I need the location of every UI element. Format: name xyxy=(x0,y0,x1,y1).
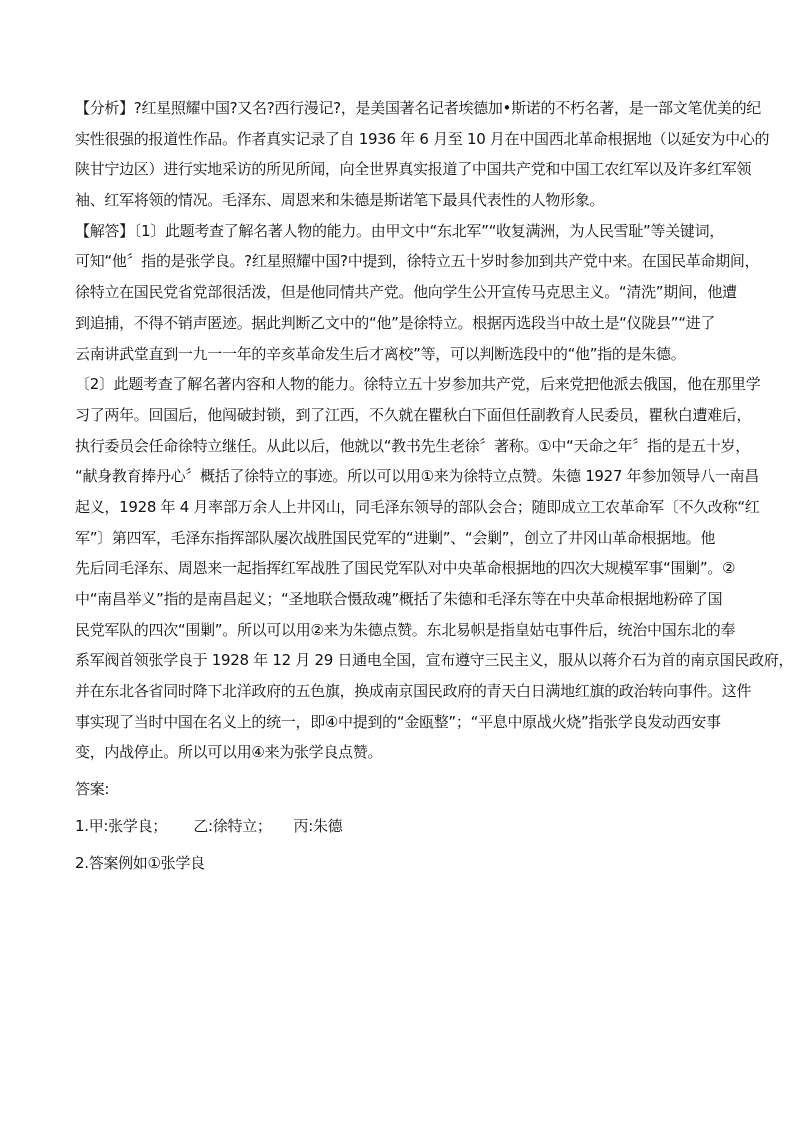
text-line: 系军阀首领张学良于 1928 年 12 月 29 日通电全国，宣布遵守三民主义，服从以蒋介石为首的南京国民政府， xyxy=(75,651,794,670)
text-line: 到追捕，不得不销声匿迹。据此判断乙文中的“他”是徐特立。根据丙选段当中故土是“仪陇县”“进了 xyxy=(75,313,716,332)
text-line: 实性很强的报道性作品。作者真实记录了自 1936 年 6 月至 10 月在中国西北革命根据地（以延安为中心的 xyxy=(75,129,770,148)
text-line: 徐特立在国民党省党部很活泼，但是他同情共产党。他向学生公开宣传马克思主义。“清洗”期间，他遭 xyxy=(75,283,737,302)
text-line: 中“南昌举义”指的是南昌起义；“圣地联合慑敌魂”概括了朱德和毛泽东等在中央革命根据地粉碎了国 xyxy=(75,590,723,608)
text-line: 并在东北各省同时降下北洋政府的五色旗，换成南京国民政府的青天白日满地红旗的政治转向事件。这件 xyxy=(75,682,752,701)
text-line: 民党军队的四次“围剿”。所以可以用②来为朱德点赞。东北易帜是指皇姑屯事件后，统治中国东北的奉 xyxy=(75,620,736,639)
text-line: 执行委员会任命徐特立继任。从此以后，他就以“教书先生老徐〞著称。①中“天命之年〞指的是五十岁， xyxy=(75,436,750,455)
answer-item-2: 2.答案例如①张学良 xyxy=(75,853,205,872)
text-line: 可知“他〞指的是张学良。?红星照耀中国?中提到，徐特立五十岁时参加到共产党中来。在国民革命期间， xyxy=(75,252,760,271)
text-line: 变，内战停止。所以可以用④来为张学良点赞。 xyxy=(75,743,383,762)
text-line: 袖、红军将领的情况。毛泽东、周恩来和朱德是斯诺笔下最具代表性的人物形象。 xyxy=(75,191,605,210)
text-line: 云南讲武堂直到一九一一年的辛亥革命发生后才离校”等，可以判断选段中的“他”指的是朱德。 xyxy=(75,344,686,363)
text-line: 【分析】?红星照耀中国?又名?西行漫记?，是美国著名记者埃德加•斯诺的不朽名著，是一部文笔优美的纪 xyxy=(75,99,761,117)
text-line: 军”〕第四军，毛泽东指挥部队屡次战胜国民党军的“进剿”、“会剿”，创立了井冈山革命根据地。他 xyxy=(75,528,716,547)
text-line: 习了两年。回国后，他闯破封锁，到了江西，不久就在瞿秋白下面但任副教育人民委员，瞿秋白遭难后， xyxy=(75,405,752,424)
text-line: 【解答】〔1〕此题考查了解名著人物的能力。由甲文中“东北军”“收复满洲，为人民雪耻”等关键词， xyxy=(75,221,725,240)
answer-item-1: 1.甲:张学良； 乙:徐特立； 丙:朱德 xyxy=(75,816,343,835)
text-line: 事实现了当时中国在名义上的统一，即④中提到的“金瓯整”；“平息中原战火烧”指张学良发动西安事 xyxy=(75,712,721,731)
answer-label: 答案: xyxy=(75,780,110,799)
text-line: “献身教育捧丹心〞概括了徐特立的事迹。所以可以用①来为徐特立点赞。朱德 1927 年参加领导八一南昌 xyxy=(75,467,759,486)
text-line: 陕甘宁边区）进行实地采访的所见所闻，向全世界真实报道了中国共产党和中国工农红军以及许多红军领 xyxy=(75,160,752,179)
text-line: 先后同毛泽东、周恩来一起指挥红军战胜了国民党军队对中央革命根据地的四次大规模军事“围剿”。② xyxy=(75,559,736,578)
text-line: 起义，1928 年 4 月率部万余人上井冈山，同毛泽东领导的部队会合；随即成立工农革命军〔不久改称“红 xyxy=(75,497,760,516)
text-line: 〔2〕此题考查了解名著内容和人物的能力。徐特立五十岁参加共产党，后来党把他派去俄国，他在那里学 xyxy=(75,375,761,394)
document-body xyxy=(75,93,794,878)
